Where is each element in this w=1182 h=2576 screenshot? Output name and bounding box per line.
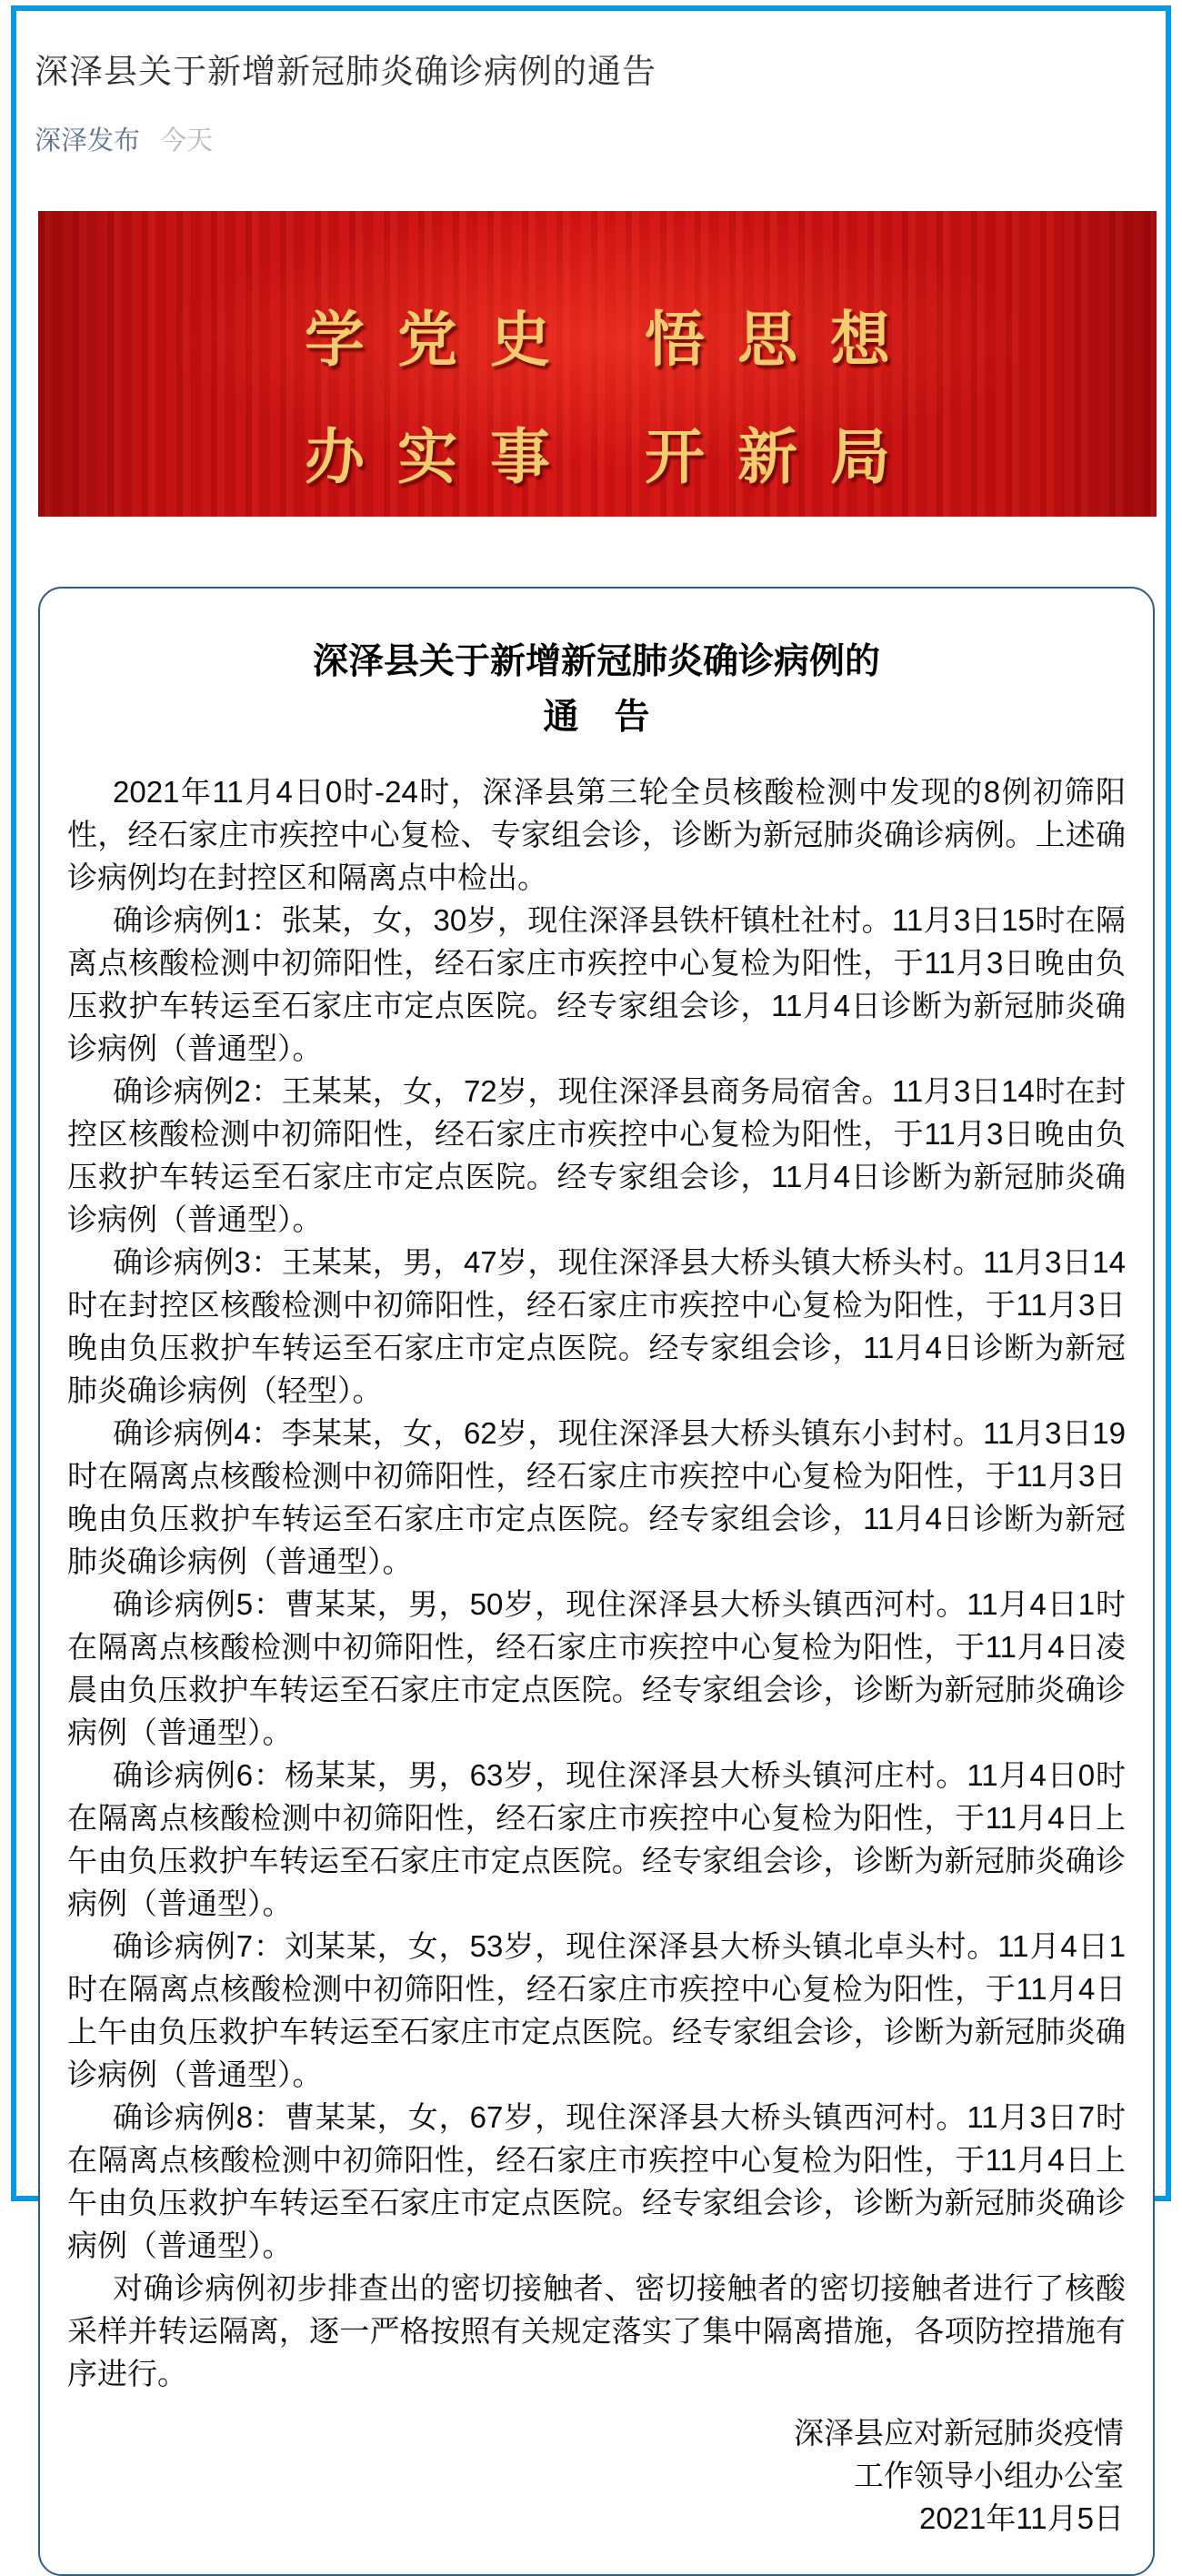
article-title: 深泽县关于新增新冠肺炎确诊病例的通告 bbox=[35, 53, 656, 90]
party-history-banner-image bbox=[38, 211, 1157, 517]
case-paragraph-4: 确诊病例4：李某某，女，62岁，现住深泽县大桥头镇东小封村。11月3日19时在隔离点核酸检测中初筛阳性，经石家庄市疾控中心复检为阳性，于11月3日晚由负压救护车转运至石家庄市定点医院。经专家组会诊，11月4日诊断为新冠肺炎确诊病例（普通型）。 bbox=[67, 1416, 1126, 1578]
banner-line-1 bbox=[305, 291, 923, 377]
case-paragraph-7: 确诊病例7：刘某某，女，53岁，现住深泽县大桥头镇北卓头村。11月4日1时在隔离点核酸检测中初筛阳性，经石家庄市疾控中心复检为阳性，于11月4日上午由负压救护车转运至石家庄市定点医院。经专家组会诊，诊断为新冠肺炎确诊病例（普通型）。 bbox=[67, 1929, 1126, 2091]
banner-word: 悟思想 bbox=[645, 306, 923, 373]
case-paragraph-1: 确诊病例1：张某，女，30岁，现住深泽县铁杆镇杜社村。11月3日15时在隔离点核酸检测中初筛阳性，经石家庄市疾控中心复检为阳性，于11月3日晚由负压救护车转运至石家庄市定点医院。经专家组会诊，11月4日诊断为新冠肺炎确诊病例（普通型）。 bbox=[67, 903, 1126, 1065]
case-paragraph-8: 确诊病例8：曹某某，女，67岁，现住深泽县大桥头镇西河村。11月3日7时在隔离点核酸检测中初筛阳性，经石家庄市疾控中心复检为阳性，于11月4日上午由负压救护车转运至石家庄市定点医院。经专家组会诊，诊断为新冠肺炎确诊病例（普通型）。 bbox=[67, 2100, 1126, 2262]
case-paragraph-6: 确诊病例6：杨某某，男，63岁，现住深泽县大桥头镇河庄村。11月4日0时在隔离点核酸检测中初筛阳性，经石家庄市疾控中心复检为阳性，于11月4日上午由负压救护车转运至石家庄市定点医院。经专家组会诊，诊断为新冠肺炎确诊病例（普通型）。 bbox=[67, 1758, 1126, 1920]
byline bbox=[35, 126, 1166, 156]
intro-paragraph: 2021年11月4日0时-24时，深泽县第三轮全员核酸检测中发现的8例初筛阳性，经石家庄市疾控中心复检、专家组会诊，诊断为新冠肺炎确诊病例。上述确诊病例均在封控区和隔离点中检出。 bbox=[67, 775, 1126, 894]
signature-date: 2021年11月5日 bbox=[918, 2501, 1124, 2535]
closing-paragraph: 对确诊病例初步排查出的密切接触者、密切接触者的密切接触者进行了核酸采样并转运隔离，逐一严格按照有关规定落实了集中隔离措施，各项防控措施有序进行。 bbox=[67, 2271, 1126, 2390]
banner-word: 学党史 bbox=[305, 306, 583, 373]
banner-word: 开新局 bbox=[645, 423, 923, 490]
case-paragraph-3: 确诊病例3：王某某，男，47岁，现住深泽县大桥头镇大桥头村。11月3日14时在封控区核酸检测中初筛阳性，经石家庄市疾控中心复检为阳性，于11月3日晚由负压救护车转运至石家庄市定点医院。经专家组会诊，11月4日诊断为新冠肺炎确诊病例（轻型）。 bbox=[67, 1245, 1126, 1407]
publish-time: 今天 bbox=[160, 126, 214, 156]
account-name-link[interactable]: 深泽发布 bbox=[35, 126, 141, 156]
signature-block bbox=[67, 2411, 1126, 2540]
article-content bbox=[16, 11, 1166, 2576]
signature-org-line-2: 工作领导小组办公室 bbox=[854, 2459, 1124, 2492]
notice-box bbox=[38, 587, 1155, 2576]
notice-title bbox=[67, 634, 1126, 745]
notice-title-line-2: 通 告 bbox=[543, 698, 650, 737]
signature-org-line-1: 深泽县应对新冠肺炎疫情 bbox=[794, 2416, 1124, 2450]
banner-line-2 bbox=[305, 408, 923, 495]
banner-word: 办实事 bbox=[305, 423, 583, 490]
case-paragraph-2: 确诊病例2：王某某，女，72岁，现住深泽县商务局宿舍。11月3日14时在封控区核酸检测中初筛阳性，经石家庄市疾控中心复检为阳性，于11月3日晚由负压救护车转运至石家庄市定点医院。经专家组会诊，11月4日诊断为新冠肺炎确诊病例（普通型）。 bbox=[67, 1074, 1126, 1236]
notice-body bbox=[67, 770, 1126, 2395]
notice-title-line-1: 深泽县关于新增新冠肺炎确诊病例的 bbox=[312, 642, 880, 681]
case-paragraph-5: 确诊病例5：曹某某，男，50岁，现住深泽县大桥头镇西河村。11月4日1时在隔离点核酸检测中初筛阳性，经石家庄市疾控中心复检为阳性，于11月4日凌晨由负压救护车转运至石家庄市定点医院。经专家组会诊，诊断为新冠肺炎确诊病例（普通型）。 bbox=[67, 1587, 1126, 1749]
page-frame bbox=[11, 5, 1171, 2535]
